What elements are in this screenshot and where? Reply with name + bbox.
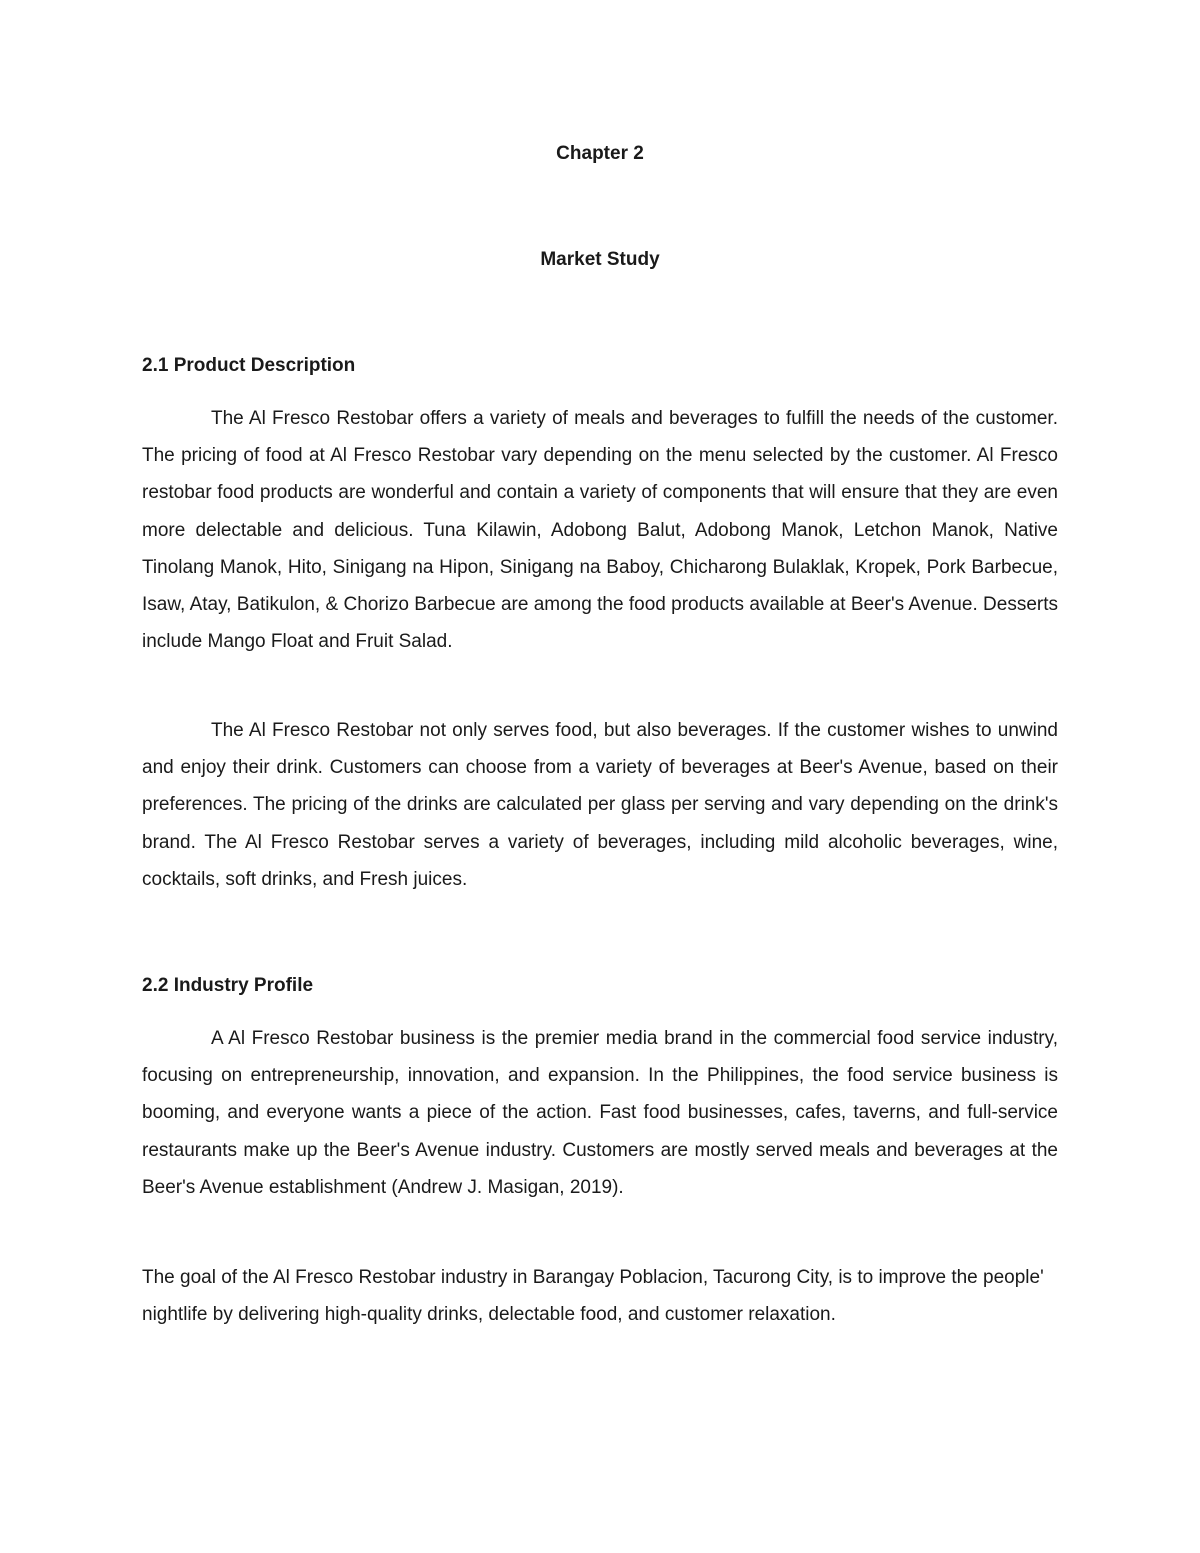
section-heading-product-description: 2.1 Product Description [142,355,356,376]
paragraph-product-beverages: The Al Fresco Restobar not only serves food, but also beverages. If the customer wishes to unwind and enjoy their drink. Customers can choose from a variety of beverages at Beer's Avenue, based on their preferences. The pricing of the drinks are calculated per glass per serving and vary depending on the drink's brand. The Al Fresco Restobar serves a variety of beverages, including mild alcoholic beverages, wine, cocktails, soft drinks, and Fresh juices. [142,720,1058,890]
chapter-subtitle: Market Study [540,249,660,270]
paragraph-product-food: The Al Fresco Restobar offers a variety of meals and beverages to fulfill the needs of the customer. The pricing of food at Al Fresco Restobar vary depending on the menu selected by the customer. Al Fresco restobar food products are wonderful and contain a variety of components that will ensure that they are even more delectable and delicious. Tuna Kilawin, Adobong Balut, Adobong Manok, Letchon Manok, Native Tinolang Manok, Hito, Sinigang na Hipon, Sinigang na Baboy, Chicharong Bulaklak, Kropek, Pork Barbecue, Isaw, Atay, Batikulon, & Chorizo Barbecue are among the food products available at Beer's Avenue. Desserts include Mango Float and Fruit Salad. [142,408,1058,653]
chapter-title: Chapter 2 [556,143,644,164]
section-heading-industry-profile: 2.2 Industry Profile [142,975,314,996]
paragraph-industry-goal: The goal of the Al Fresco Restobar industry in Barangay Poblacion, Tacurong City, is to improve the people' nightlife by delivering high-quality drinks, delectable food, and customer relaxation. [142,1267,1044,1326]
paragraph-industry-overview: A Al Fresco Restobar business is the premier media brand in the commercial food service industry, focusing on entrepreneurship, innovation, and expansion. In the Philippines, the food service business is booming, and everyone wants a piece of the action. Fast food businesses, cafes, taverns, and full-service restaurants make up the Beer's Avenue industry. Customers are mostly served meals and beverages at the Beer's Avenue establishment (Andrew J. Masigan, 2019). [142,1028,1058,1198]
